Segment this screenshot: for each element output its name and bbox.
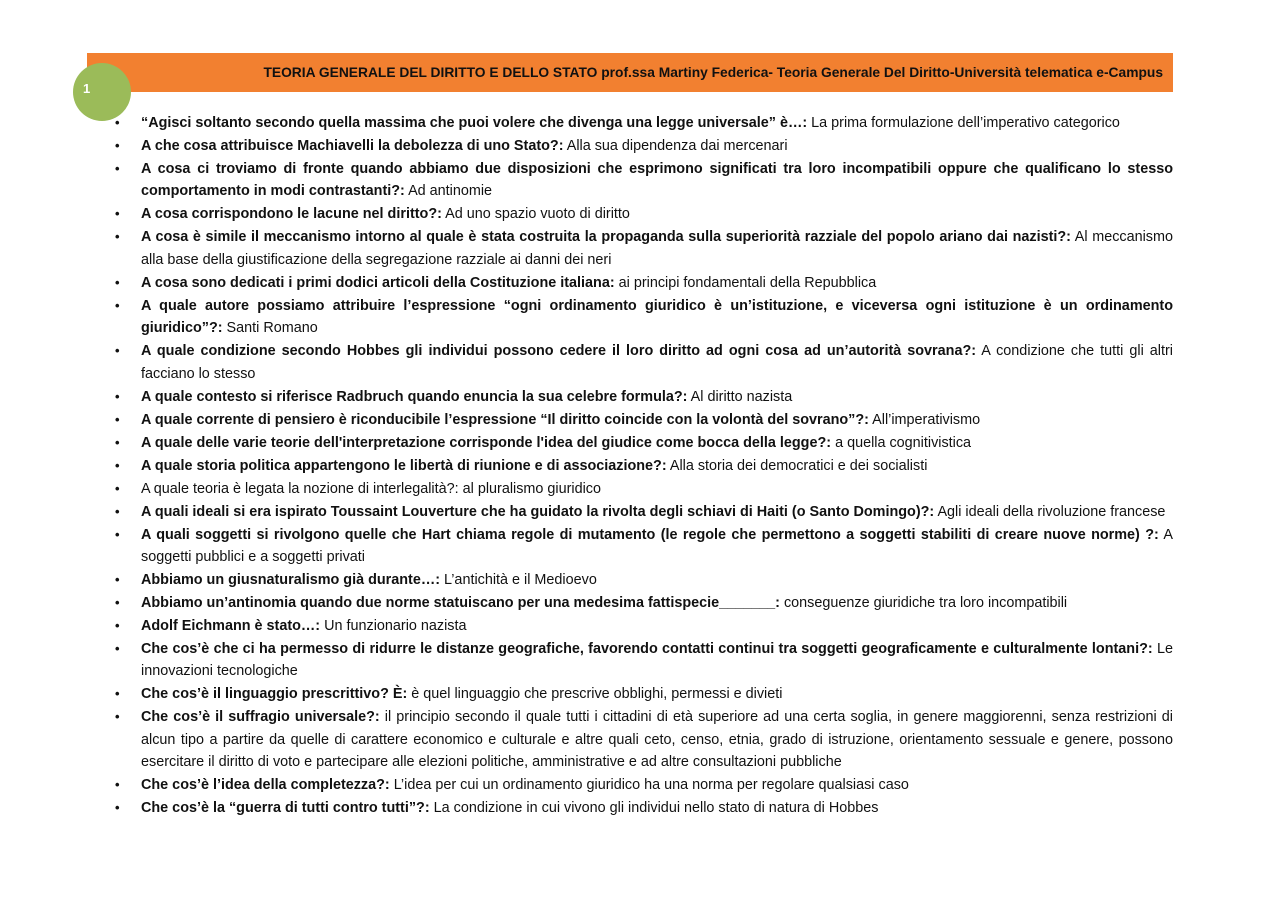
- question-text: A quali ideali si era ispirato Toussaint Louverture che ha guidato la rivolta degli schiavi di Haiti (o Santo Domingo)?:: [141, 503, 935, 520]
- answer-text: Alla sua dipendenza dai mercenari: [566, 138, 788, 154]
- answer-text: La prima formulazione dell’imperativo categorico: [811, 115, 1120, 131]
- list-item: [115, 683, 1173, 705]
- answer-text: Santi Romano: [226, 320, 318, 337]
- answer-text: A quale teoria è legata la nozione di interlegalità?: al pluralismo giuridico: [141, 480, 601, 497]
- answer-text: il principio secondo il quale tutti i cittadini di età superiore ad una certa soglia, in genere maggiorenni, senza restrizioni di alcun tipo a partire da quelle di carattere economico e culturale e altre quali ceto, censo, etnia, grado di istruzione, orientamento sessuale e genere, possono esercitare il diritto di voto e partecipare alle elezioni politiche, amministrative e ad altre consultazioni pubbliche: [141, 709, 1173, 771]
- bullet-icon: •: [115, 388, 120, 404]
- question-text: A cosa corrispondono le lacune nel diritto?:: [141, 206, 442, 223]
- bullet-icon: •: [115, 343, 120, 359]
- bullet-icon: •: [115, 709, 120, 725]
- bullet-icon: •: [115, 297, 120, 313]
- answer-text: Un funzionario nazista: [324, 618, 467, 635]
- list-item: [115, 455, 1173, 477]
- answer-text: La condizione in cui vivono gli individui nello stato di natura di Hobbes: [433, 800, 879, 817]
- question-text: A cosa è simile il meccanismo intorno al quale è stata costruita la propaganda sulla superiorità razziale del popolo ariano dai nazisti?:: [141, 229, 1071, 246]
- list-item: [115, 158, 1173, 203]
- answer-text: è quel linguaggio che prescrive obblighi, permessi e divieti: [411, 686, 783, 703]
- question-text: Che cos’è che ci ha permesso di ridurre le distanze geografiche, favorendo contatti continui tra soggetti geograficamente e culturalmente lontani?:: [141, 641, 1153, 658]
- bullet-icon: •: [115, 618, 120, 634]
- list-item: [115, 112, 1173, 134]
- list-item: [115, 615, 1173, 637]
- bullet-icon: •: [115, 434, 120, 450]
- list-item: [115, 569, 1173, 591]
- question-text: A quale corrente di pensiero è riconducibile l’espressione “Il diritto coincide con la volontà del sovrano”?:: [141, 411, 869, 428]
- question-text: Abbiamo un’antinomia quando due norme statuiscano per una medesima fattispecie_______:: [141, 595, 780, 612]
- bullet-icon: •: [115, 480, 120, 496]
- question-text: A che cosa attribuisce Machiavelli la debolezza di uno Stato?:: [141, 138, 564, 154]
- answer-text: Al meccanismo alla base della giustificazione della segregazione razziale ai danni dei neri: [141, 229, 1173, 268]
- bullet-icon: •: [115, 572, 120, 588]
- bullet-icon: •: [115, 641, 120, 657]
- bullet-icon: •: [115, 777, 120, 793]
- question-text: A quale delle varie teorie dell'interpretazione corrisponde l'idea del giudice come bocca della legge?:: [141, 434, 832, 451]
- bullet-icon: •: [115, 526, 120, 542]
- question-text: “Agisci soltanto secondo quella massima che puoi volere che divenga una legge universale” è…:: [141, 115, 808, 131]
- bullet-icon: •: [115, 686, 120, 702]
- question-text: Abbiamo un giusnaturalismo già durante…:: [141, 572, 441, 589]
- question-text: A cosa ci troviamo di fronte quando abbiamo due disposizioni che esprimono significati tra loro incompatibili oppure che qualificano lo stesso comportamento in modi contrastanti?:: [141, 161, 1173, 200]
- question-text: A quale contesto si riferisce Radbruch quando enuncia la sua celebre formula?:: [141, 388, 688, 405]
- answer-text: A soggetti pubblici e a soggetti privati: [141, 526, 1173, 566]
- question-text: A quale condizione secondo Hobbes gli individui possono cedere il loro diritto ad ogni cosa ad un’autorità sovrana?:: [141, 343, 977, 360]
- list-item: [115, 501, 1173, 523]
- answer-text: ai principi fondamentali della Repubblica: [618, 274, 877, 291]
- bullet-icon: •: [115, 138, 120, 153]
- answer-text: a quella cognitivistica: [835, 434, 972, 451]
- list-item: [115, 797, 1173, 819]
- list-item: [115, 386, 1173, 408]
- answer-text: Ad uno spazio vuoto di diritto: [445, 206, 630, 223]
- bullet-icon: •: [115, 457, 120, 473]
- bullet-icon: •: [115, 274, 120, 290]
- list-item: [115, 592, 1173, 614]
- question-text: A quali soggetti si rivolgono quelle che Hart chiama regole di mutamento (le regole che permettono a soggetti stabiliti di creare nuove norme) ?:: [141, 526, 1159, 543]
- page-number: 1: [83, 81, 91, 96]
- bullet-icon: •: [115, 115, 120, 130]
- answer-text: L’antichità e il Medioevo: [444, 572, 597, 589]
- bullet-icon: •: [115, 800, 120, 816]
- list-item: [115, 774, 1173, 796]
- answer-text: Al diritto nazista: [690, 388, 793, 405]
- list-item: [115, 638, 1173, 683]
- bullet-icon: •: [115, 206, 120, 222]
- answer-text: L’idea per cui un ordinamento giuridico ha una norma per regolare qualsiasi caso: [393, 777, 909, 794]
- question-answer-list: [115, 112, 1173, 820]
- page-number-badge: [73, 63, 131, 121]
- question-text: Che cos’è la “guerra di tutti contro tutti”?:: [141, 800, 430, 817]
- list-item: [115, 524, 1173, 569]
- answer-text: Le innovazioni tecnologiche: [141, 641, 1173, 680]
- list-item: [115, 432, 1173, 454]
- bullet-icon: •: [115, 229, 120, 245]
- answer-text: All’imperativismo: [872, 411, 981, 428]
- list-item: [115, 295, 1173, 340]
- question-text: A quale autore possiamo attribuire l’espressione “ogni ordinamento giuridico è un’istituzione, e viceversa ogni istituzione è un ordinamento giuridico”?:: [141, 297, 1173, 337]
- list-item: [115, 135, 1173, 157]
- answer-text: Alla storia dei democratici e dei socialisti: [669, 457, 928, 474]
- list-item: [115, 706, 1173, 773]
- answer-text: conseguenze giuridiche tra loro incompatibili: [783, 595, 1068, 612]
- question-text: A cosa sono dedicati i primi dodici articoli della Costituzione italiana:: [141, 274, 615, 291]
- list-item: [115, 272, 1173, 294]
- list-item: [115, 409, 1173, 431]
- question-text: Che cos’è il suffragio universale?:: [141, 709, 380, 726]
- list-item: [115, 478, 1173, 500]
- question-text: Che cos’è il linguaggio prescrittivo? È:: [141, 686, 408, 703]
- bullet-icon: •: [115, 503, 120, 519]
- list-item: [115, 203, 1173, 225]
- answer-text: Agli ideali della rivoluzione francese: [937, 503, 1166, 520]
- list-item: [115, 226, 1173, 271]
- question-text: A quale storia politica appartengono le libertà di riunione e di associazione?:: [141, 457, 667, 474]
- bullet-icon: •: [115, 161, 120, 176]
- answer-text: A condizione che tutti gli altri facciano lo stesso: [141, 343, 1173, 382]
- bullet-icon: •: [115, 595, 120, 611]
- document-title: TEORIA GENERALE DEL DIRITTO E DELLO STATO prof.ssa Martiny Federica- Teoria Generale Del Diritto-Università telematica e-Campus: [263, 65, 1163, 80]
- document-header-bar: [87, 53, 1173, 92]
- question-text: Adolf Eichmann è stato…:: [141, 618, 321, 635]
- bullet-icon: •: [115, 411, 120, 427]
- list-item: [115, 340, 1173, 385]
- answer-text: Ad antinomie: [408, 183, 493, 200]
- question-text: Che cos’è l’idea della completezza?:: [141, 777, 390, 794]
